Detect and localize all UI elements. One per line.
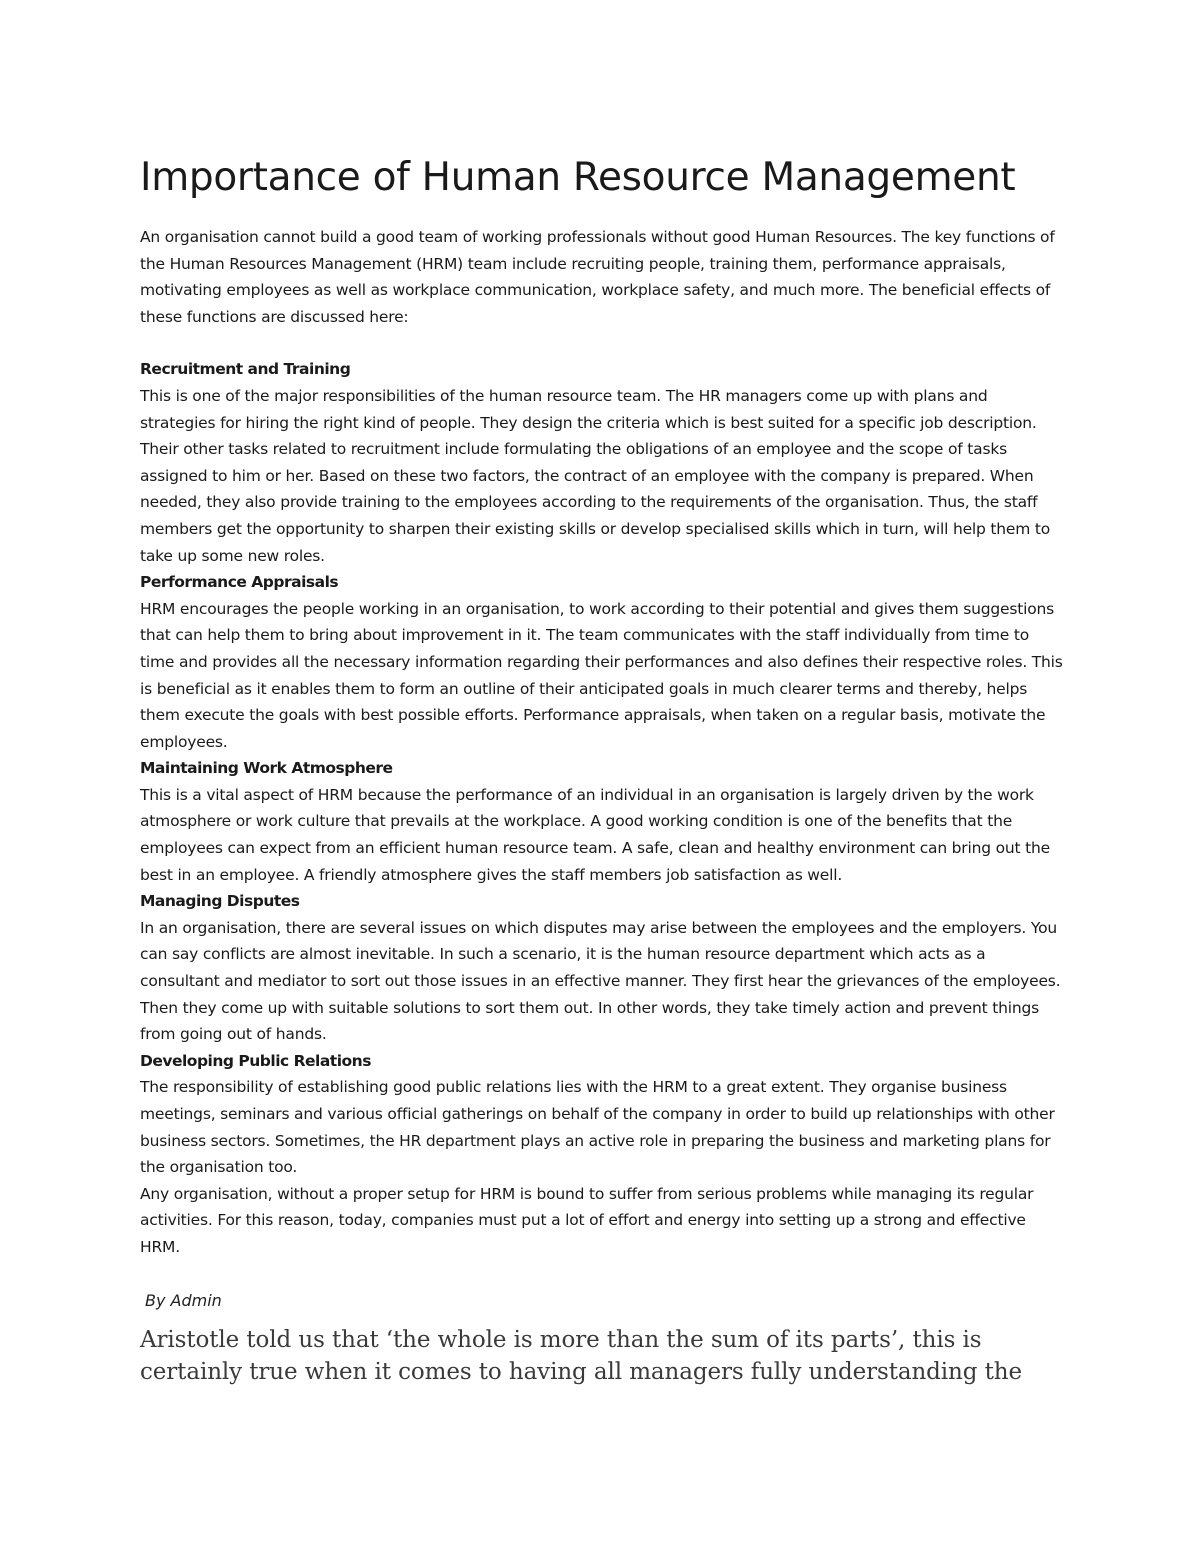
document-page: [140, 150, 1065, 1388]
document-title: Importance of Human Resource Management: [140, 155, 1016, 200]
section-heading: Recruitment and Training: [140, 360, 351, 379]
section-heading: Performance Appraisals: [140, 573, 339, 592]
section-body: In an organisation, there are several issues on which disputes may arise between the employees and the employers. You can say conflicts are almost inevitable. In such a scenario, it is the human resource department which acts as a consultant and mediator to sort out those issues in an effective manner. They first hear the grievances of the employees. Then they come up with suitable solutions to sort them out. In other words, they take timely action and prevent things from going out of hands.: [140, 918, 1061, 1044]
author-byline: By Admin: [145, 1290, 222, 1310]
section-body: HRM encourages the people working in an organisation, to work according to their potential and gives them suggestions that can help them to bring about improvement in it. The team communicates with the staff individually from time to time and provides all the necessary information regarding their performances and also defines their respective roles. This is beneficial as it enables them to form an outline of their anticipated goals in much clearer terms and thereby, helps them execute the goals with best possible efforts. Performance appraisals, when taken on a regular basis, motivate the employees.: [140, 599, 1063, 751]
section-managing-disputes: [140, 888, 1065, 1048]
section-performance-appraisals: [140, 569, 1065, 755]
section-recruitment: [140, 356, 1065, 569]
section-public-relations: [140, 1048, 1065, 1181]
section-heading: Developing Public Relations: [140, 1051, 371, 1070]
section-body: The responsibility of establishing good public relations lies with the HRM to a great extent. They organise business meetings, seminars and various official gatherings on behalf of the company in order to build up relationships with other business sectors. Sometimes, the HR department plays an active role in preparing the business and marketing plans for the organisation too.: [140, 1078, 1055, 1177]
conclusion-paragraph: Any organisation, without a proper setup for HRM is bound to suffer from serious problems while managing its regular activities. For this reason, today, companies must put a lot of effort and energy into setting up a strong and effective HRM.: [140, 1184, 1034, 1256]
section-body: This is one of the major responsibilities of the human resource team. The HR managers come up with plans and strategies for hiring the right kind of people. They design the criteria which is best suited for a specific job description. Their other tasks related to recruitment include formulating the obligations of an employee and the scope of tasks assigned to him or her. Based on these two factors, the contract of an employee with the company is prepared. When needed, they also provide training to the employees according to the requirements of the organisation. Thus, the staff members get the opportunity to sharpen their existing skills or develop specialised skills which in turn, will help them to take up some new roles.: [140, 386, 1051, 565]
section-heading: Managing Disputes: [140, 892, 300, 911]
section-heading: Maintaining Work Atmosphere: [140, 759, 393, 778]
section-body: This is a vital aspect of HRM because the performance of an individual in an organisation is largely driven by the work atmosphere or work culture that prevails at the workplace. A good working condition is one of the benefits that the employees can expect from an efficient human resource team. A safe, clean and healthy environment can bring out the best in an employee. A friendly atmosphere gives the staff members job satisfaction as well.: [140, 785, 1050, 884]
intro-paragraph: An organisation cannot build a good team of working professionals without good Human Resources. The key functions of the Human Resources Management (HRM) team include recruiting people, training them, performance appraisals, motivating employees as well as workplace communication, workplace safety, and much more. The beneficial effects of these functions are discussed here:: [140, 228, 1055, 326]
section-work-atmosphere: [140, 755, 1065, 888]
quote-paragraph: Aristotle told us that ‘the whole is more than the sum of its parts’, this is certainly true when it comes to having all managers fully understanding the: [140, 1326, 1022, 1385]
